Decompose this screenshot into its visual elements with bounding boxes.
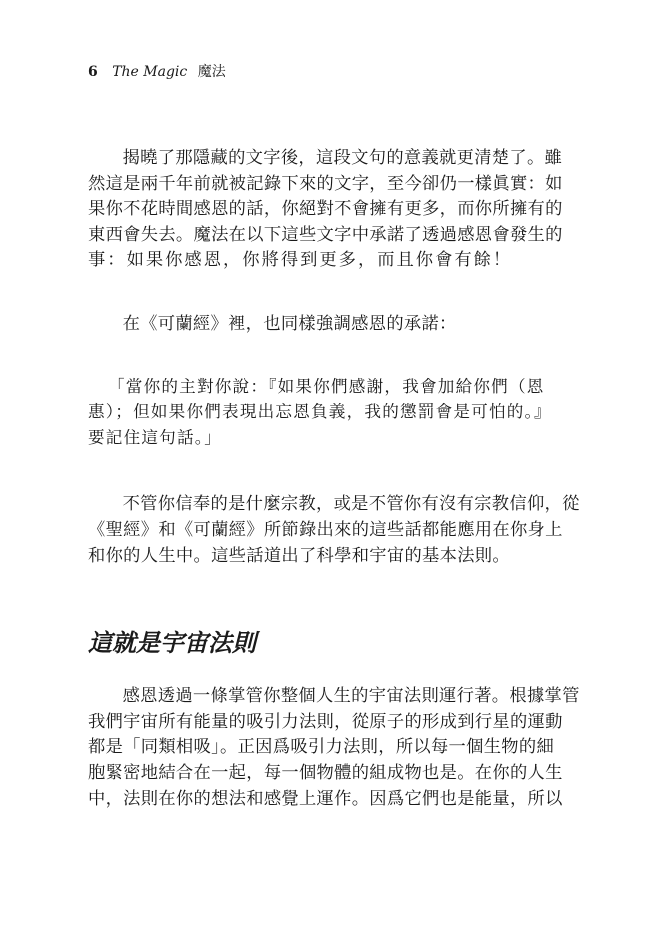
paragraph-universal-law	[88, 684, 580, 812]
quote-line: 要記住這句話。」	[88, 427, 223, 447]
text-line: 然這是兩千年前就被記錄下來的文字，至今卻仍一樣眞實：如	[88, 173, 563, 194]
book-title: 魔法	[197, 64, 226, 80]
koran-quote	[88, 374, 568, 451]
text-line: 東西會失去。魔法在以下這些文字中承諾了透過感恩會發生的	[88, 224, 563, 245]
paragraph-koran-intro	[88, 312, 568, 338]
paragraph-revealed-text	[88, 146, 568, 274]
paragraph-religion	[88, 492, 580, 569]
text-line: 揭曉了那隱藏的文字後，這段文句的意義就更清楚了。雖	[122, 148, 563, 168]
text-line: 和你的人生中。這些話道出了科學和宇宙的基本法則。	[88, 545, 510, 566]
text-line: 胞緊密地結合在一起，每一個物體的組成物也是。在你的人生	[88, 762, 563, 783]
text-line: 中，法則在你的想法和感覺上運作。因爲它們也是能量，所以	[88, 788, 563, 809]
text-line: 不管你信奉的是什麼宗教，或是不管你有沒有宗教信仰，從	[122, 494, 580, 515]
text-line: 感恩透過一條掌管你整個人生的宇宙法則運行著。根據掌管	[122, 686, 580, 707]
emphasized-promise: 事：如果你感恩，你將得到更多，而且你會有餘！	[88, 250, 513, 271]
text-line: 在《可蘭經》裡，也同樣強調感恩的承諾：	[122, 313, 457, 334]
quote-line: 「當你的主對你說：『如果你們感謝，我會加給你們（恩	[108, 376, 545, 396]
book-series-title: The Magic	[112, 64, 188, 80]
page-number: 6	[88, 64, 98, 80]
text-line: 《聖經》和《可蘭經》所節錄出來的這些話都能應用在你身上	[88, 519, 563, 540]
text-line: 果你不花時間感恩的話，你絕對不會擁有更多，而你所擁有的	[88, 199, 563, 220]
section-heading: 這就是宇宙法則	[88, 629, 256, 658]
quote-line: 惠）；但如果你們表現出忘恩負義，我的懲罰會是可怕的。』	[88, 402, 552, 422]
page-body	[88, 146, 580, 812]
text-line: 我們宇宙所有能量的吸引力法則，從原子的形成到行星的運動	[88, 711, 563, 732]
running-header	[88, 62, 226, 82]
text-line: 都是「同類相吸」。正因爲吸引力法則，所以每一個生物的細	[88, 737, 555, 758]
